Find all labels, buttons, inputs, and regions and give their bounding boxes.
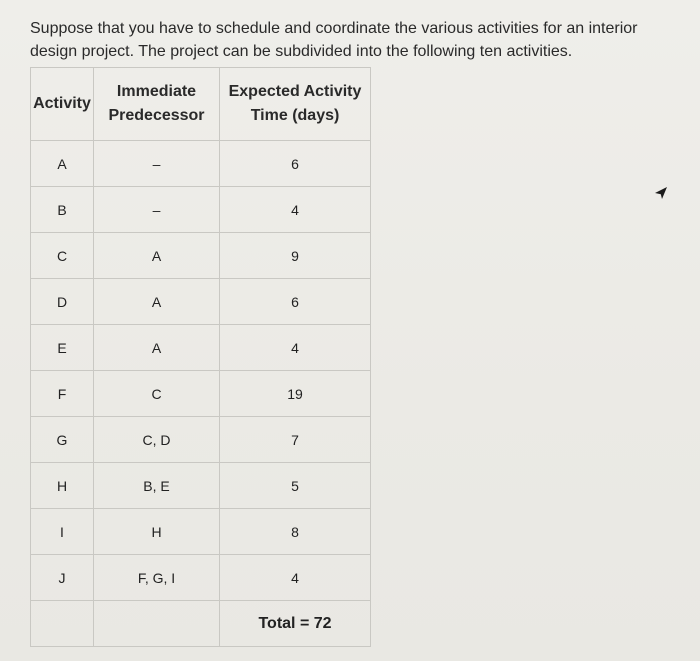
cell-predecessor: B, E <box>94 463 220 509</box>
cell-predecessor: A <box>94 233 220 279</box>
table-row <box>31 509 371 555</box>
cell-activity: E <box>31 325 94 371</box>
cell-time: 6 <box>220 141 371 187</box>
cell-time: 7 <box>220 417 371 463</box>
table-row <box>31 325 371 371</box>
header-predecessor <box>94 68 220 141</box>
cell-predecessor: A <box>94 325 220 371</box>
cell-activity: D <box>31 279 94 325</box>
cell-time: 6 <box>220 279 371 325</box>
cell-activity: B <box>31 187 94 233</box>
cell-predecessor: F, G, I <box>94 555 220 601</box>
cell-activity: H <box>31 463 94 509</box>
intro-paragraph: Suppose that you have to schedule and coordinate the various activities for an interior design project. The project can be subdivided into the following ten activities. <box>30 20 638 60</box>
table-row <box>31 279 371 325</box>
cell-time: 4 <box>220 555 371 601</box>
cell-activity: A <box>31 141 94 187</box>
cell-predecessor: A <box>94 279 220 325</box>
cell-time: 9 <box>220 233 371 279</box>
cell-predecessor: – <box>94 141 220 187</box>
header-time-line2: Time (days) <box>250 107 340 124</box>
cell-time: 8 <box>220 509 371 555</box>
cell-time: 5 <box>220 463 371 509</box>
cell-activity: J <box>31 555 94 601</box>
header-activity: Activity <box>31 68 94 141</box>
table-header-row <box>31 68 371 141</box>
total-time-cell: Total = 72 <box>220 601 371 647</box>
table-row <box>31 371 371 417</box>
header-time-line1: Expected Activity <box>228 83 362 100</box>
cell-time: 4 <box>220 325 371 371</box>
total-row <box>31 601 371 647</box>
header-predecessor-line1: Immediate <box>116 83 197 100</box>
table-row <box>31 417 371 463</box>
mouse-pointer-icon <box>653 186 669 202</box>
cell-predecessor: C, D <box>94 417 220 463</box>
activity-table <box>30 67 371 647</box>
table-row <box>31 555 371 601</box>
cell-activity: F <box>31 371 94 417</box>
cell-activity: G <box>31 417 94 463</box>
table-row <box>31 233 371 279</box>
cell-predecessor: H <box>94 509 220 555</box>
cell-time: 4 <box>220 187 371 233</box>
table-row <box>31 141 371 187</box>
table-row <box>31 187 371 233</box>
cell-time: 19 <box>220 371 371 417</box>
cell-activity: C <box>31 233 94 279</box>
total-activity-cell <box>31 601 94 647</box>
header-time <box>220 68 371 141</box>
table-row <box>31 463 371 509</box>
header-predecessor-line2: Predecessor <box>108 107 205 124</box>
cell-predecessor: – <box>94 187 220 233</box>
cell-predecessor: C <box>94 371 220 417</box>
total-predecessor-cell <box>94 601 220 647</box>
cell-activity: I <box>31 509 94 555</box>
